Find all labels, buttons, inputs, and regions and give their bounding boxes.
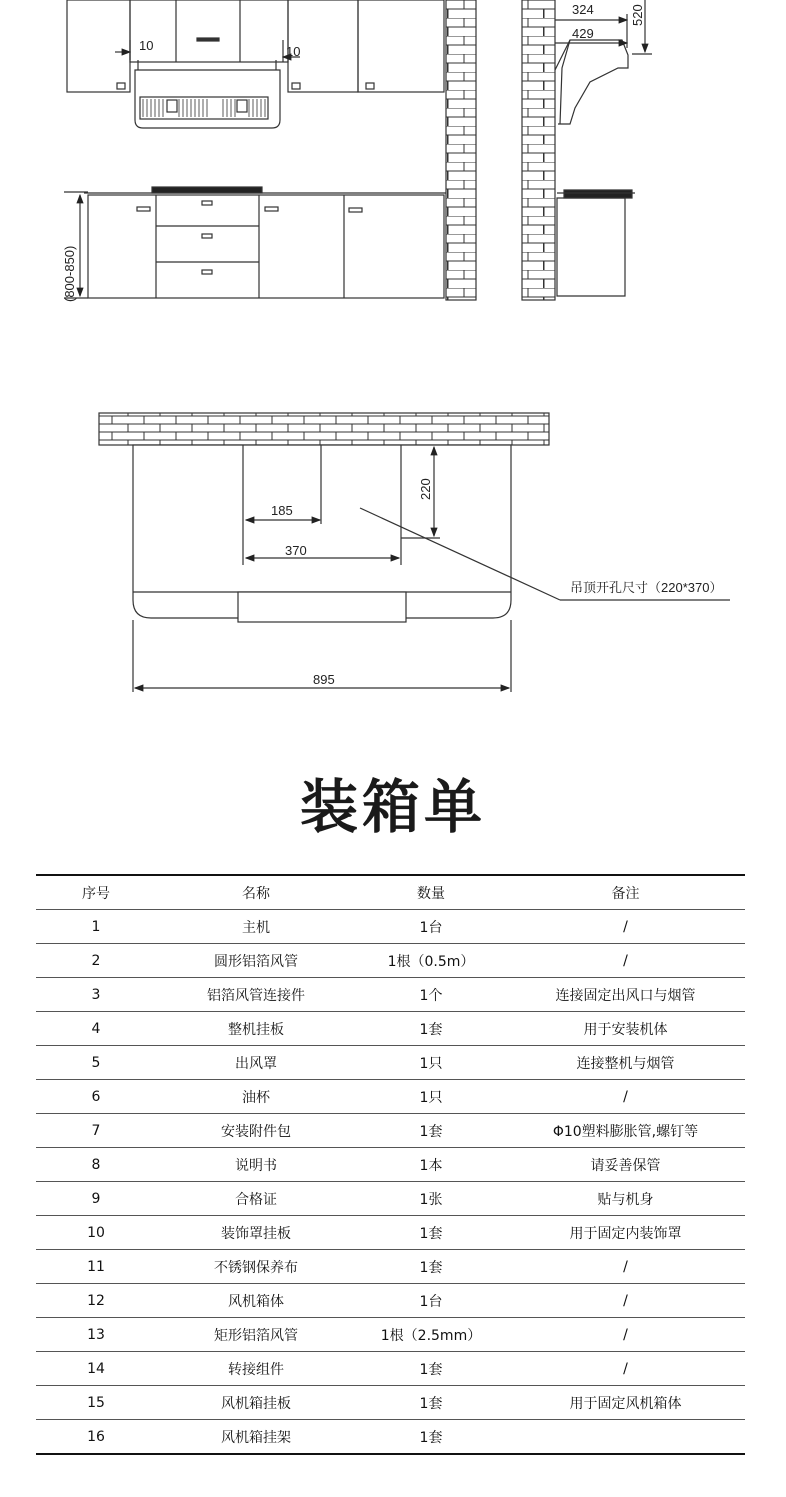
dim-220: 220 [418, 478, 433, 500]
dim-370: 370 [285, 543, 307, 558]
cell-index: 15 [36, 1386, 156, 1420]
cell-index: 16 [36, 1420, 156, 1455]
cell-quantity: 1个 [356, 978, 506, 1012]
cell-quantity: 1台 [356, 910, 506, 944]
table-row [36, 1012, 745, 1046]
cell-index: 12 [36, 1284, 156, 1318]
cell-remarks: 请妥善保管 [506, 1148, 745, 1182]
cell-remarks: 用于安装机体 [506, 1012, 745, 1046]
cell-name: 装饰罩挂板 [156, 1216, 356, 1250]
upper-cabinet-left [67, 0, 130, 92]
handle-icon [366, 83, 374, 89]
dim-185: 185 [271, 503, 293, 518]
cell-quantity: 1只 [356, 1080, 506, 1114]
table-row [36, 944, 745, 978]
cell-name: 说明书 [156, 1148, 356, 1182]
handle-icon [292, 83, 300, 89]
handle-icon [202, 234, 212, 238]
brick-wall-front [446, 0, 476, 300]
cell-remarks: / [506, 1080, 745, 1114]
cell-remarks: / [506, 1250, 745, 1284]
cooktop [152, 187, 262, 193]
packing-list-table [36, 874, 745, 1455]
brick-wall-side [522, 0, 555, 300]
cell-quantity: 1台 [356, 1284, 506, 1318]
cell-remarks [506, 1420, 745, 1455]
handle-icon [202, 270, 212, 274]
cell-remarks: Φ10塑料膨胀管,螺钉等 [506, 1114, 745, 1148]
table-header-row [36, 875, 745, 910]
cell-name: 安装附件包 [156, 1114, 356, 1148]
table-row [36, 1284, 745, 1318]
cell-remarks: 连接固定出风口与烟管 [506, 978, 745, 1012]
table-row [36, 1250, 745, 1284]
table-row [36, 1386, 745, 1420]
hood-badge [197, 38, 219, 41]
cell-remarks: / [506, 1284, 745, 1318]
lamp-icon [167, 100, 177, 112]
upper-cabinet-right [358, 0, 444, 92]
header-name: 名称 [156, 875, 356, 910]
dim-counter-height: (800-850) [62, 245, 77, 302]
cell-quantity: 1套 [356, 1216, 506, 1250]
handle-icon [202, 201, 212, 205]
table-row [36, 1318, 745, 1352]
cell-index: 5 [36, 1046, 156, 1080]
handle-icon [349, 208, 362, 212]
table-row [36, 1148, 745, 1182]
cell-index: 9 [36, 1182, 156, 1216]
cell-remarks: / [506, 1352, 745, 1386]
cell-quantity: 1套 [356, 1420, 506, 1455]
handle-icon [265, 207, 278, 211]
range-hood-body [130, 0, 288, 62]
cell-quantity: 1套 [356, 1114, 506, 1148]
cell-name: 矩形铝箔风管 [156, 1318, 356, 1352]
cell-name: 铝箔风管连接件 [156, 978, 356, 1012]
cell-name: 风机箱挂板 [156, 1386, 356, 1420]
table-row [36, 1420, 745, 1455]
ceiling-hole-callout: 吊顶开孔尺寸（220*370） [570, 580, 723, 595]
table-row [36, 1216, 745, 1250]
dim-520: 520 [630, 4, 645, 26]
dim-right-gap: 10 [286, 44, 301, 59]
cell-remarks: 用于固定内装饰罩 [506, 1216, 745, 1250]
cell-remarks: / [506, 1318, 745, 1352]
cell-index: 7 [36, 1114, 156, 1148]
table-row [36, 1080, 745, 1114]
handle-icon [137, 207, 150, 211]
cell-name: 油杯 [156, 1080, 356, 1114]
cell-quantity: 1套 [356, 1386, 506, 1420]
cell-remarks: 连接整机与烟管 [506, 1046, 745, 1080]
cell-name: 合格证 [156, 1182, 356, 1216]
cell-index: 8 [36, 1148, 156, 1182]
cell-name: 风机箱体 [156, 1284, 356, 1318]
header-index: 序号 [36, 875, 156, 910]
cell-quantity: 1本 [356, 1148, 506, 1182]
cell-remarks: / [506, 910, 745, 944]
cell-quantity: 1根（0.5m） [356, 944, 506, 978]
cell-remarks: / [506, 944, 745, 978]
table-row [36, 1114, 745, 1148]
cell-index: 1 [36, 910, 156, 944]
cell-quantity: 1套 [356, 1352, 506, 1386]
table-row [36, 910, 745, 944]
cell-remarks: 贴与机身 [506, 1182, 745, 1216]
cell-quantity: 1只 [356, 1046, 506, 1080]
packing-list-title: 装箱单 [299, 773, 486, 841]
cell-index: 2 [36, 944, 156, 978]
table-row [36, 1182, 745, 1216]
installation-drawing [0, 0, 786, 740]
cell-name: 不锈钢保养布 [156, 1250, 356, 1284]
cell-quantity: 1套 [356, 1012, 506, 1046]
cell-quantity: 1套 [356, 1250, 506, 1284]
cell-name: 转接组件 [156, 1352, 356, 1386]
cell-quantity: 1张 [356, 1182, 506, 1216]
cell-name: 出风罩 [156, 1046, 356, 1080]
side-base-cabinet [557, 198, 625, 296]
cell-name: 风机箱挂架 [156, 1420, 356, 1455]
cell-index: 6 [36, 1080, 156, 1114]
lamp-icon [237, 100, 247, 112]
dim-left-gap: 10 [139, 38, 154, 53]
cell-index: 13 [36, 1318, 156, 1352]
front-elevation [64, 0, 446, 298]
header-quantity: 数量 [356, 875, 506, 910]
cell-index: 4 [36, 1012, 156, 1046]
table-row [36, 1046, 745, 1080]
cell-remarks: 用于固定风机箱体 [506, 1386, 745, 1420]
dim-895: 895 [313, 672, 335, 687]
cell-name: 整机挂板 [156, 1012, 356, 1046]
cell-index: 11 [36, 1250, 156, 1284]
dim-324: 324 [572, 2, 594, 17]
cell-index: 14 [36, 1352, 156, 1386]
cell-name: 主机 [156, 910, 356, 944]
cell-quantity: 1根（2.5mm） [356, 1318, 506, 1352]
header-remarks: 备注 [506, 875, 745, 910]
cell-index: 3 [36, 978, 156, 1012]
table-row [36, 978, 745, 1012]
handle-icon [117, 83, 125, 89]
dim-429: 429 [572, 26, 594, 41]
cell-name: 圆形铝箔风管 [156, 944, 356, 978]
ceiling-brick-row [99, 413, 549, 445]
cell-index: 10 [36, 1216, 156, 1250]
hood-front-panel [238, 592, 406, 622]
side-elevation [555, 0, 652, 296]
table-row [36, 1352, 745, 1386]
